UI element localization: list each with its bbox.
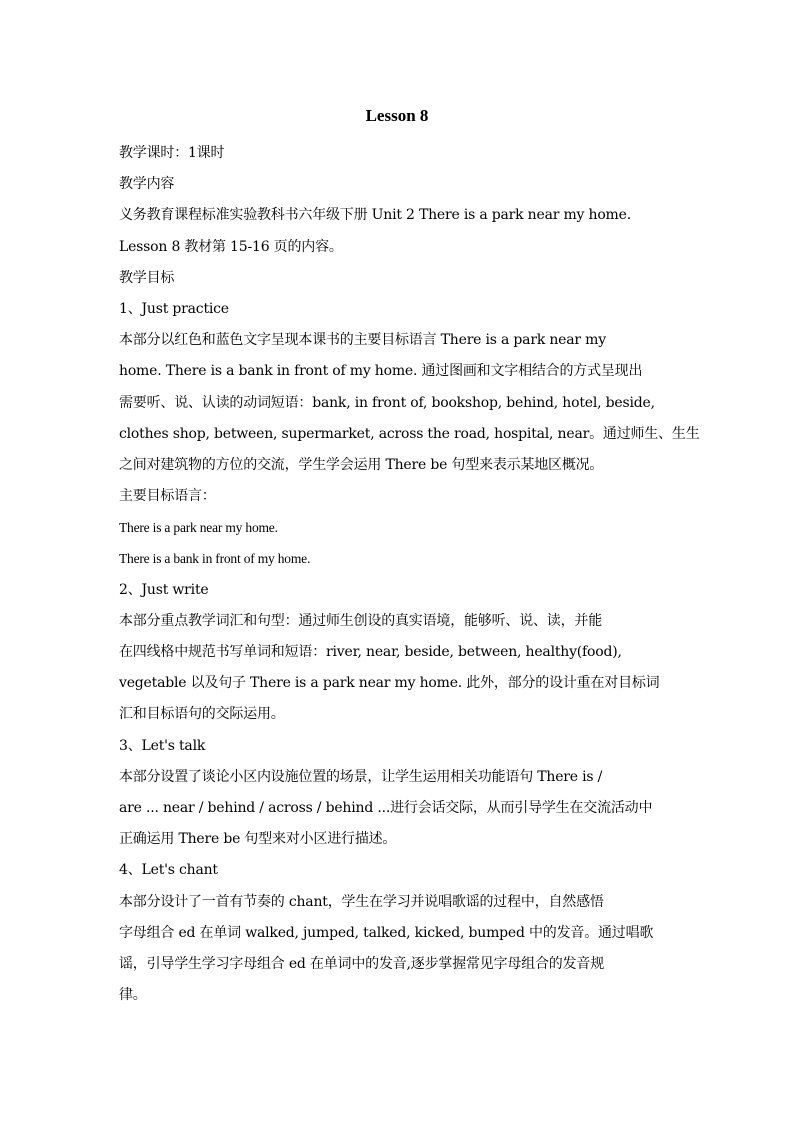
paragraph-line: Lesson 8 教材第 15-16 页的内容。 <box>119 238 343 255</box>
paragraph-line: 字母组合 ed 在单词 walked, jumped, talked, kicked, bumped 中的发音。通过唱歌 <box>119 924 654 941</box>
paragraph-line: 本部分设计了一首有节奏的 chant，学生在学习并说唱歌谣的过程中，自然感悟 <box>119 893 604 910</box>
paragraph-line: clothes shop, between, supermarket, across the road, hospital, near。通过师生、生生 <box>119 425 700 442</box>
subheading-lets-talk: 3、Let's talk <box>119 737 206 754</box>
paragraph-line: 在四线格中规范书写单词和短语：river, near, beside, between, healthy(food), <box>119 644 622 660</box>
paragraph-line: 谣，引导学生学习字母组合 ed 在单词中的发音,逐步掌握常见字母组合的发音规 <box>119 955 604 972</box>
document-body <box>119 138 700 1011</box>
paragraph-line: 本部分设置了谈论小区内设施位置的场景，让学生运用相关功能语句 There is / <box>119 768 603 785</box>
paragraph-line: vegetable 以及句子 There is a park near my home. 此外，部分的设计重在对目标词 <box>119 675 660 692</box>
paragraph-line: 正确运用 There be 句型来对小区进行描述。 <box>119 831 397 848</box>
paragraph-line: 义务教育课程标准实验教科书六年级下册 Unit 2 There is a park near my home. <box>119 207 631 224</box>
paragraph-line: 需要听、说、认读的动词短语：bank, in front of, bookshop, behind, hotel, beside, <box>119 394 655 411</box>
example-sentence: There is a bank in front of my home. <box>119 551 311 567</box>
subheading-just-practice: 1、Just practice <box>119 300 229 317</box>
paragraph-line: 汇和目标语句的交际运用。 <box>119 706 285 723</box>
paragraph-line: are ... near / behind / across / behind ...进行会话交际，从而引导学生在交流活动中 <box>119 799 653 816</box>
subheading-lets-chant: 4、Let's chant <box>119 862 218 879</box>
section-heading-content: 教学内容 <box>119 176 175 193</box>
section-heading-objectives: 教学目标 <box>119 269 175 286</box>
example-sentence: There is a park near my home. <box>119 520 278 536</box>
class-hours-line: 教学课时：1课时 <box>119 145 225 161</box>
document-title: Lesson 8 <box>365 106 429 125</box>
paragraph-line: 律。 <box>119 987 147 1004</box>
paragraph-line: 之间对建筑物的方位的交流，学生学会运用 There be 句型来表示某地区概况。 <box>119 456 604 473</box>
paragraph-line: 本部分重点教学词汇和句型：通过师生创设的真实语境，能够听、说、读，并能 <box>119 612 602 629</box>
paragraph-line: home. There is a bank in front of my home. 通过图画和文字相结合的方式呈现出 <box>119 363 643 380</box>
subheading-just-write: 2、Just write <box>119 581 209 598</box>
paragraph-line: 本部分以红色和蓝色文字呈现本课书的主要目标语言 There is a park near my <box>119 332 606 349</box>
target-language-label: 主要目标语言： <box>119 488 216 505</box>
